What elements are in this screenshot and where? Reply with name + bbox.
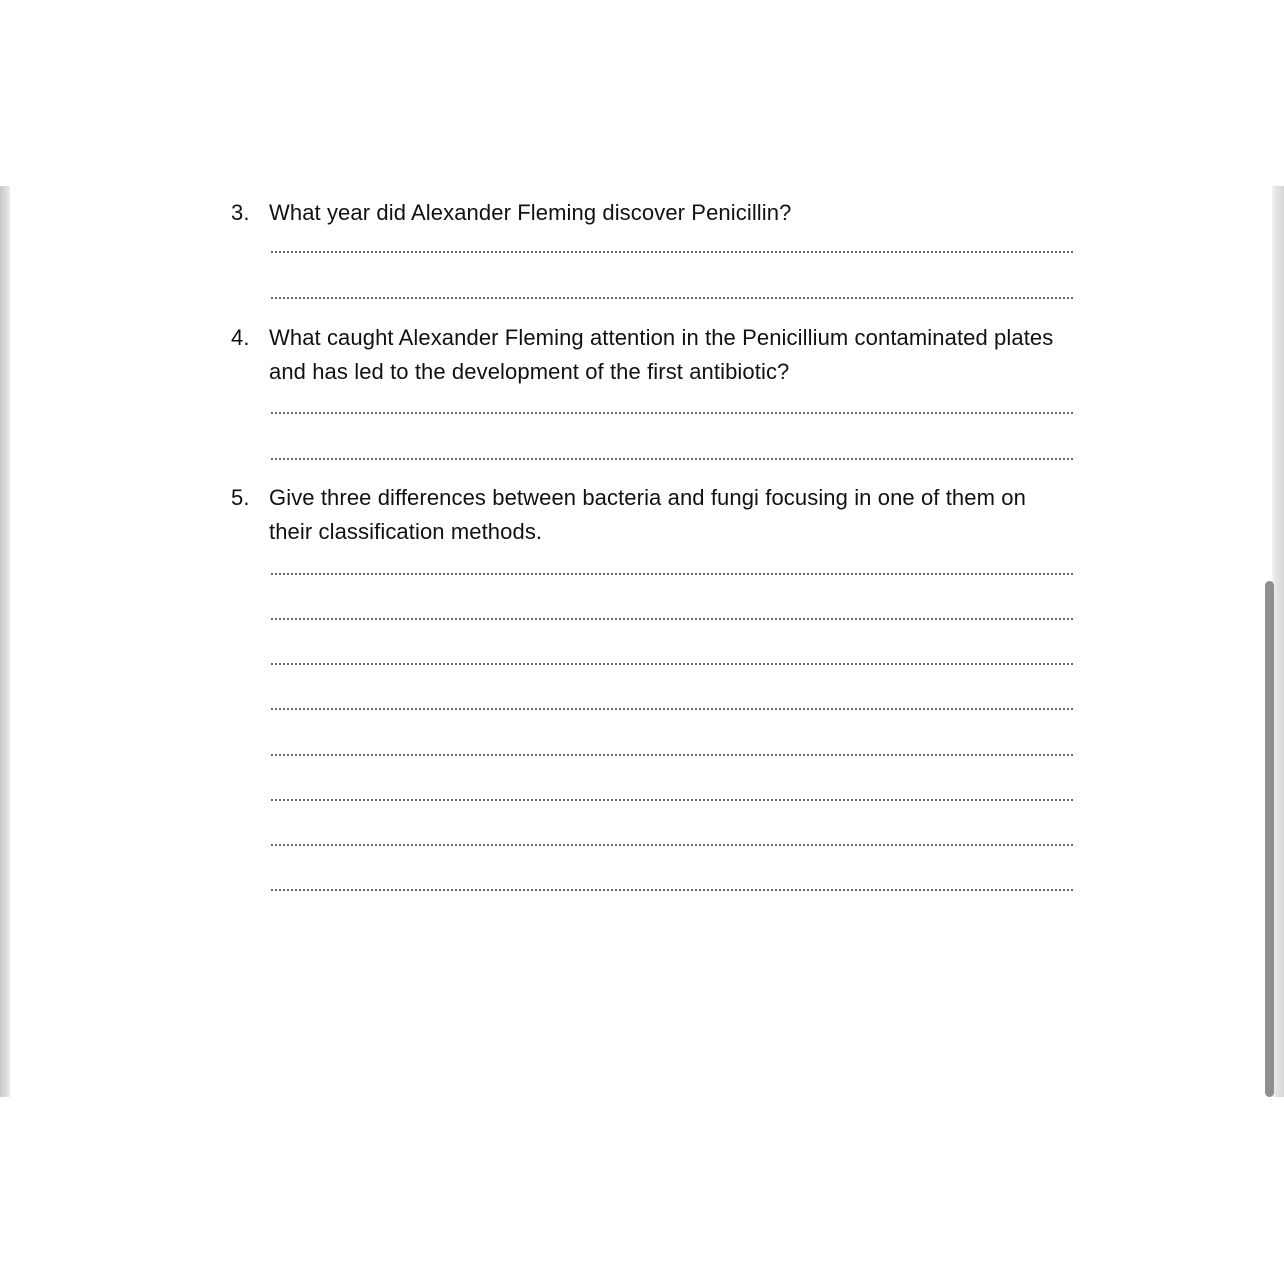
answer-line[interactable]: [270, 844, 1074, 846]
answer-line[interactable]: [270, 708, 1074, 710]
question-text-line: and has led to the development of the first antibiotic?: [269, 359, 790, 384]
question-text-line: What caught Alexander Fleming attention in the Penicillium contaminated plates: [269, 325, 1054, 350]
answer-line[interactable]: [270, 458, 1074, 460]
answer-line[interactable]: [270, 889, 1074, 891]
answer-line[interactable]: [270, 618, 1074, 620]
question-text-line: Give three differences between bacteria and fungi focusing in one of them on: [269, 485, 1026, 510]
answer-line[interactable]: [270, 663, 1074, 665]
answer-line[interactable]: [270, 297, 1074, 299]
answer-line[interactable]: [270, 573, 1074, 575]
answer-line[interactable]: [270, 754, 1074, 756]
question-number: 4.: [231, 325, 250, 350]
question-number: 3.: [231, 200, 250, 225]
question-text-line: their classification methods.: [269, 519, 543, 544]
scrollbar-thumb[interactable]: [1265, 581, 1274, 1097]
question-number: 5.: [231, 485, 250, 510]
answer-line[interactable]: [270, 412, 1074, 414]
answer-line[interactable]: [270, 251, 1074, 253]
page-left-shadow: [0, 186, 10, 1097]
question-text-line: What year did Alexander Fleming discover Penicillin?: [269, 200, 792, 225]
answer-line[interactable]: [270, 799, 1074, 801]
